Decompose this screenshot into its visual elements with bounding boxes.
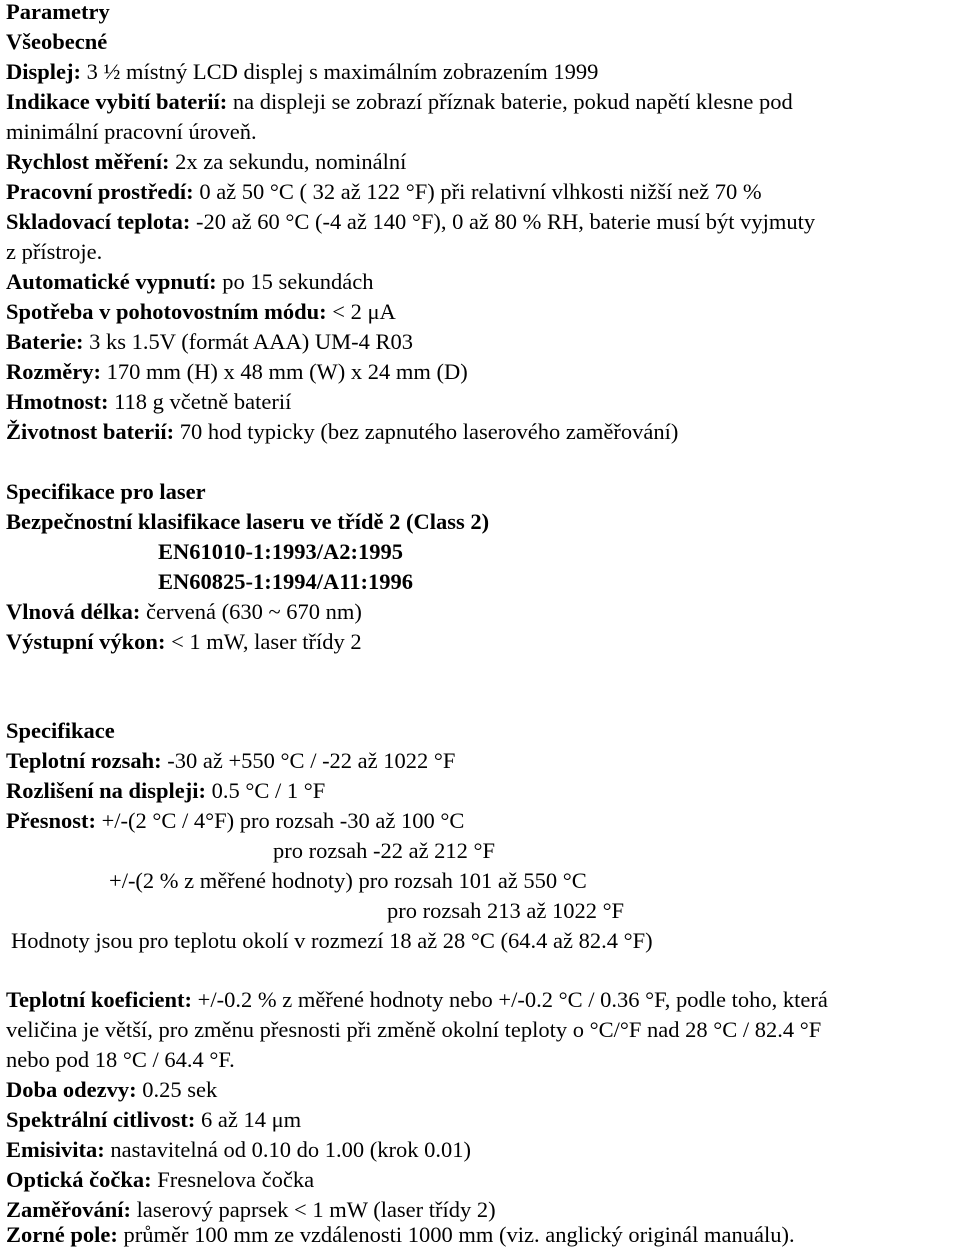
spec-zivotnost-baterii bbox=[6, 417, 678, 447]
spec-teplotni-koeficient bbox=[6, 985, 828, 1015]
spec-label: Doba odezvy: bbox=[6, 1077, 137, 1102]
spec-emisivita bbox=[6, 1135, 471, 1165]
spec-value: 6 až 14 μm bbox=[195, 1107, 302, 1132]
spec-value: 0 až 50 °C ( 32 až 122 °F) při relativní vlhkosti nižší než 70 % bbox=[193, 179, 762, 204]
spec-value: 3 ks 1.5V (formát AAA) UM-4 R03 bbox=[83, 329, 414, 354]
spec-rozliseni bbox=[6, 776, 325, 806]
spec-label: Spotřeba v pohotovostním módu: bbox=[6, 299, 327, 324]
spec-baterie bbox=[6, 327, 413, 357]
laser-norm-1: EN61010-1:1993/A2:1995 bbox=[158, 539, 403, 564]
spec-value: 2x za sekundu, nominální bbox=[169, 149, 407, 174]
spec-label: Baterie: bbox=[6, 329, 84, 354]
spec-value: 0.25 sek bbox=[136, 1077, 218, 1102]
spec-value: červená (630 ~ 670 nm) bbox=[140, 599, 362, 624]
spec-value: +/-(2 °C / 4°F) pro rozsah -30 až 100 °C bbox=[95, 808, 465, 833]
section-title-parametry: Parametry bbox=[6, 0, 110, 24]
laser-norm-2: EN60825-1:1994/A11:1996 bbox=[158, 569, 413, 594]
spec-label: Životnost baterií: bbox=[6, 419, 175, 444]
spec-value: laserový paprsek < 1 mW (laser třídy 2) bbox=[130, 1197, 496, 1222]
section-title-specifikace: Specifikace bbox=[6, 718, 115, 743]
spec-value: 170 mm (H) x 48 mm (W) x 24 mm (D) bbox=[100, 359, 468, 384]
spec-label: Přesnost: bbox=[6, 808, 96, 833]
spec-label: Pracovní prostředí: bbox=[6, 179, 194, 204]
spec-value: 70 hod typicky (bez zapnutého laserového zaměřování) bbox=[174, 419, 679, 444]
spec-teplotni-rozsah bbox=[6, 746, 455, 776]
spec-koeficient-line-2: veličina je větší, pro změnu přesnosti při změně okolní teploty o °C/°F nad 28 °C / 82.4 °F bbox=[6, 1017, 822, 1042]
spec-label: Zorné pole: bbox=[6, 1222, 118, 1247]
spec-rozmery bbox=[6, 357, 468, 387]
spec-value: po 15 sekundách bbox=[216, 269, 374, 294]
spec-spotreba bbox=[6, 297, 396, 327]
spec-value: Fresnelova čočka bbox=[151, 1167, 315, 1192]
spec-displej bbox=[6, 57, 598, 87]
spec-label: Optická čočka: bbox=[6, 1167, 152, 1192]
spec-vlnova-delka bbox=[6, 597, 362, 627]
spec-label: Hmotnost: bbox=[6, 389, 109, 414]
spec-value: 118 g včetně baterií bbox=[108, 389, 292, 414]
spec-label: Rozlišení na displeji: bbox=[6, 778, 207, 803]
spec-skladovaci-continued: z přístroje. bbox=[6, 239, 103, 264]
spec-value: nastavitelná od 0.10 do 1.00 (krok 0.01) bbox=[104, 1137, 471, 1162]
spec-presnost-line-3: +/-(2 % z měřené hodnoty) pro rozsah 101 až 550 °C bbox=[109, 868, 587, 893]
spec-label: Teplotní koeficient: bbox=[6, 987, 193, 1012]
spec-label: Skladovací teplota: bbox=[6, 209, 191, 234]
spec-label: Spektrální citlivost: bbox=[6, 1107, 196, 1132]
spec-spektralni-citlivost bbox=[6, 1105, 301, 1135]
spec-pracovni-prostredi bbox=[6, 177, 762, 207]
spec-koeficient-line-3: nebo pod 18 °C / 64.4 °F. bbox=[6, 1047, 235, 1072]
spec-value: 0.5 °C / 1 °F bbox=[206, 778, 326, 803]
spec-doba-odezvy bbox=[6, 1075, 217, 1105]
spec-value: -30 až +550 °C / -22 až 1022 °F bbox=[161, 748, 456, 773]
spec-vystupni-vykon bbox=[6, 627, 362, 657]
spec-hmotnost bbox=[6, 387, 291, 417]
spec-label: Emisivita: bbox=[6, 1137, 105, 1162]
spec-value: 3 ½ místný LCD displej s maximálním zobrazením 1999 bbox=[81, 59, 599, 84]
spec-label: Displej: bbox=[6, 59, 81, 84]
spec-presnost-line-2: pro rozsah -22 až 212 °F bbox=[273, 838, 496, 863]
spec-label: Výstupní výkon: bbox=[6, 629, 166, 654]
spec-label: Automatické vypnutí: bbox=[6, 269, 217, 294]
spec-label: Rychlost měření: bbox=[6, 149, 170, 174]
section-title-laser: Specifikace pro laser bbox=[6, 479, 206, 504]
subsection-title-vseobecne: Všeobecné bbox=[6, 29, 108, 54]
spec-zorne-pole bbox=[6, 1220, 795, 1250]
spec-value: na displeji se zobrazí příznak baterie, pokud napětí klesne pod bbox=[227, 89, 793, 114]
spec-presnost-line-4: pro rozsah 213 až 1022 °F bbox=[387, 898, 625, 923]
spec-value: +/-0.2 % z měřené hodnoty nebo +/-0.2 °C / 0.36 °F, podle toho, která bbox=[192, 987, 828, 1012]
spec-automaticke-vypnuti bbox=[6, 267, 373, 297]
spec-label: Zaměřování: bbox=[6, 1197, 131, 1222]
spec-label: Vlnová délka: bbox=[6, 599, 141, 624]
spec-value: -20 až 60 °C (-4 až 140 °F), 0 až 80 % RH, baterie musí být vyjmuty bbox=[190, 209, 816, 234]
spec-value: < 2 μA bbox=[326, 299, 396, 324]
spec-value: < 1 mW, laser třídy 2 bbox=[165, 629, 362, 654]
laser-classification: Bezpečnostní klasifikace laseru ve třídě 2 (Class 2) bbox=[6, 509, 490, 534]
spec-label: Indikace vybití baterií: bbox=[6, 89, 228, 114]
spec-presnost bbox=[6, 806, 464, 836]
spec-value: průměr 100 mm ze vzdálenosti 1000 mm (viz. anglický originál manuálu). bbox=[117, 1222, 795, 1247]
spec-indikace bbox=[6, 87, 793, 117]
spec-label: Rozměry: bbox=[6, 359, 101, 384]
spec-rychlost bbox=[6, 147, 406, 177]
spec-label: Teplotní rozsah: bbox=[6, 748, 162, 773]
spec-indikace-continued: minimální pracovní úroveň. bbox=[6, 119, 257, 144]
spec-hodnoty-note: Hodnoty jsou pro teplotu okolí v rozmezí 18 až 28 °C (64.4 až 82.4 °F) bbox=[11, 928, 653, 953]
spec-skladovaci-teplota bbox=[6, 207, 815, 237]
spec-opticka-cocka bbox=[6, 1165, 314, 1195]
